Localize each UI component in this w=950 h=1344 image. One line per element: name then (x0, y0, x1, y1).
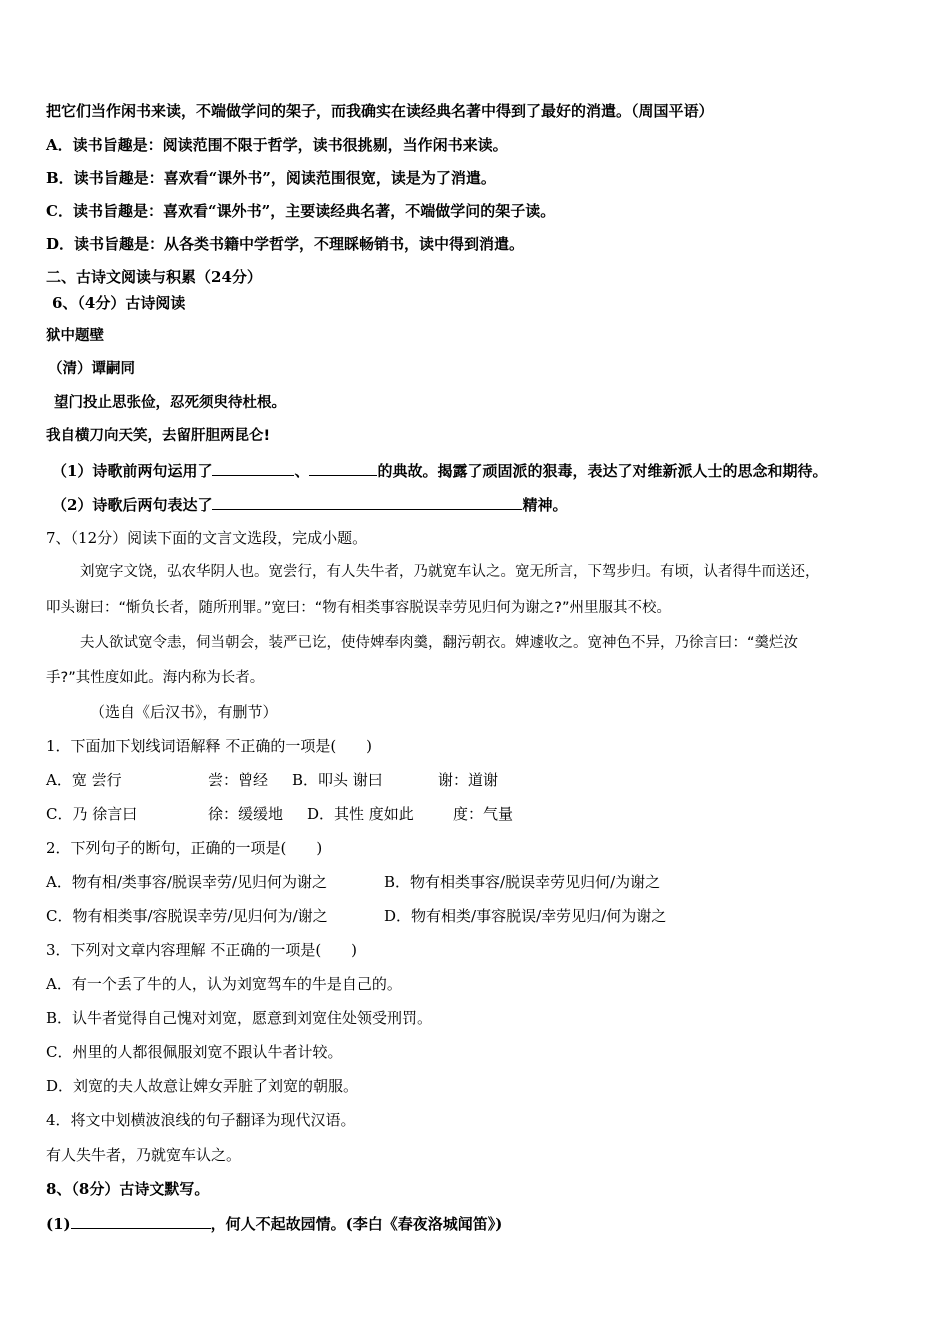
q7-sub1-opt-c-gloss: 徐：缓缓地 (208, 805, 284, 823)
q7-sub1-opt-a-gloss: 尝：曾经 (208, 771, 269, 789)
blank-4[interactable] (71, 1213, 211, 1229)
q5-option-d: D．读书旨趣是：从各类书籍中学哲学，不理睬畅销书，读中得到消遣。 (46, 235, 525, 253)
q6-sub1 (52, 460, 827, 481)
poem-author: （清）谭嗣同 (48, 361, 135, 377)
q7-sub2: 2．下列句子的断句，正确的一项是( ) (46, 839, 323, 857)
q7-sub4: 4．将文中划横波浪线的句子翻译为现代汉语。 (46, 1111, 356, 1129)
q6-sub2 (52, 494, 567, 515)
q5-tail: 把它们当作闲书来读，不端做学问的架子，而我确实在读经典名著中得到了最好的消遣。（周国平语） (46, 102, 714, 120)
q6-sub1-suffix: 的典故。揭露了顽固派的狠毒，表达了对维新派人士的思念和期待。 (377, 462, 828, 480)
q7-sub2-opt-d: D．物有相类/事容脱误/幸劳见归/何为谢之 (384, 907, 667, 925)
q7-sub2-opt-b: B．物有相类事容/脱误幸劳见归何/为谢之 (384, 873, 661, 891)
passage-line-4: 手?”其性度如此。海内称为长者。 (46, 670, 265, 686)
q7-sub2-options-ab (46, 872, 660, 892)
q8-header: 8、（8分）古诗文默写。 (46, 1180, 210, 1198)
q5-option-b: B．读书旨趣是：喜欢看“课外书”，阅读范围很宽，读是为了消遣。 (46, 169, 496, 187)
blank-2[interactable] (309, 460, 377, 476)
q6-sub1-sep: 、 (294, 462, 310, 480)
passage-source: （选自《后汉书》，有删节） (90, 703, 278, 721)
q7-sub1-opt-b-gloss: 谢：道谢 (438, 771, 499, 789)
poem-line-2: 我自横刀向天笑，去留肝胆两昆仑! (46, 428, 271, 444)
q5-option-c: C．读书旨趣是：喜欢看“课外书”，主要读经典名著，不端做学问的架子读。 (46, 202, 556, 220)
q7-sub1-opt-a: A．宽 尝行 (46, 771, 122, 789)
q7-sub3-opt-c: C．州里的人都很佩服刘宽不跟认牛者计较。 (46, 1043, 343, 1061)
q7-sub2-opt-a: A．物有相/类事容/脱误幸劳/见归何为谢之 (46, 873, 327, 891)
q7-sub2-options-cd (46, 906, 666, 926)
q7-sub1-opt-b: B．叩头 谢曰 (292, 771, 383, 789)
blank-3[interactable] (212, 494, 522, 510)
q7-sub3-opt-b: B．认牛者觉得自己愧对刘宽，愿意到刘宽住处领受刑罚。 (46, 1009, 433, 1027)
q7-sub1-options-ab (46, 770, 498, 790)
q7-sub2-opt-c: C．物有相类事/容脱误幸劳/见归何为/谢之 (46, 907, 328, 925)
q7-sub1-opt-d-gloss: 度：气量 (453, 805, 514, 823)
q8-item-1-suffix: ，何人不起故园情。(李白《春夜洛城闻笛》) (210, 1215, 503, 1233)
q7-sub1-opt-c: C．乃 徐言曰 (46, 805, 138, 823)
q5-option-a: A．读书旨趣是：阅读范围不限于哲学，读书很挑剔，当作闲书来读。 (46, 136, 508, 154)
blank-1[interactable] (212, 460, 294, 476)
q7-sub3-opt-d: D．刘宽的夫人故意让婢女弄脏了刘宽的朝服。 (46, 1077, 359, 1095)
q7-sub4-sentence: 有人失牛者，乃就宽车认之。 (46, 1146, 242, 1164)
q6-sub2-suffix: 精神。 (522, 496, 568, 514)
q6-header: 6、（4分）古诗阅读 (52, 294, 186, 312)
q7-sub3-opt-a: A．有一个丢了牛的人，认为刘宽驾车的牛是自己的。 (46, 975, 402, 993)
passage-line-3: 夫人欲试宽令恚，伺当朝会，装严已讫，使侍婢奉肉羹，翻污朝衣。婢遽收之。宽神色不异，乃徐言曰：“羹烂汝 (80, 635, 799, 651)
q8-item-1 (46, 1213, 502, 1234)
q6-sub2-prefix: （2）诗歌后两句表达了 (52, 496, 213, 514)
poem-title: 狱中题壁 (46, 328, 104, 344)
q7-sub1-opt-d: D．其性 度如此 (307, 805, 414, 823)
passage-line-1: 刘宽字文饶，弘农华阴人也。宽尝行，有人失牛者，乃就宽车认之。宽无所言，下驾步归。有顷，认者得牛而送还， (80, 564, 820, 580)
section-heading: 二、古诗文阅读与积累（24分） (46, 268, 262, 286)
q7-header: 7、（12分）阅读下面的文言文选段，完成小题。 (46, 529, 368, 547)
q7-sub3: 3．下列对文章内容理解 不正确的一项是( ) (46, 941, 358, 959)
q7-sub1: 1．下面加下划线词语解释 不正确的一项是( ) (46, 737, 373, 755)
q8-item-1-prefix: (1) (46, 1215, 71, 1233)
poem-line-1: 望门投止思张俭，忍死须臾待杜根。 (54, 395, 286, 411)
q7-sub1-options-cd (46, 804, 513, 824)
passage-line-2: 叩头谢曰：“惭负长者，随所刑罪。”宽曰：“物有相类事容脱误幸劳见归何为谢之?”州里服其不校。 (46, 600, 671, 616)
q6-sub1-prefix: （1）诗歌前两句运用了 (52, 462, 213, 480)
